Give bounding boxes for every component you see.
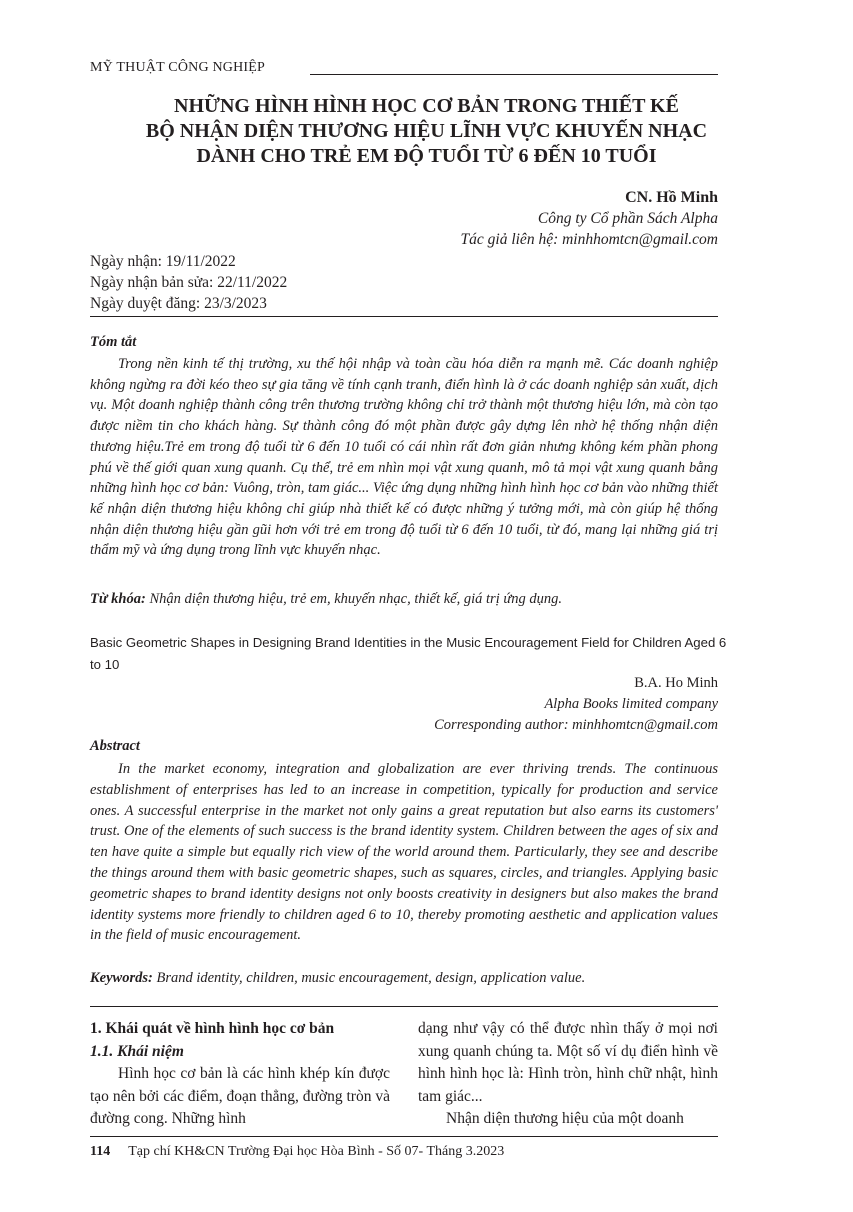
body-paragraph: Hình học cơ bản là các hình khép kín được tạo nên bởi các điểm, đoạn thẳng, đường tròn và đường cong. Những hình bbox=[90, 1065, 390, 1127]
body-column-right bbox=[418, 1018, 718, 1131]
title-line: NHỮNG HÌNH HÌNH HỌC CƠ BẢN TRONG THIẾT KẾ bbox=[174, 95, 679, 117]
keywords-vn-list: Nhận diện thương hiệu, trẻ em, khuyến nhạc, thiết kế, giá trị ứng dụng. bbox=[149, 591, 563, 607]
keywords-vn-label: Từ khóa: bbox=[90, 591, 146, 607]
title-line: BỘ NHẬN DIỆN THƯƠNG HIỆU LĨNH VỰC KHUYẾN NHẠC bbox=[145, 120, 708, 142]
date-accepted: Ngày duyệt đăng: 23/3/2023 bbox=[90, 295, 267, 312]
subsection-heading: 1.1. Khái niệm bbox=[90, 1042, 184, 1060]
english-corresponding-author: Corresponding author: minhhomtcn@gmail.com bbox=[434, 717, 718, 733]
keywords-en-list: Brand identity, children, music encouragement, design, application value. bbox=[156, 970, 586, 986]
body-paragraph: Nhận diện thương hiệu của một doanh bbox=[446, 1110, 684, 1127]
journal-info: Tạp chí KH&CN Trường Đại học Hòa Bình - Số 07- Tháng 3.2023 bbox=[128, 1144, 505, 1159]
english-author: B.A. Ho Minh bbox=[634, 675, 718, 691]
publication-dates bbox=[90, 251, 287, 314]
page-footer bbox=[90, 1144, 504, 1160]
section-heading: 1. Khái quát về hình hình học cơ bản bbox=[90, 1020, 335, 1037]
abstract-vn-heading: Tóm tắt bbox=[90, 334, 137, 350]
article-title bbox=[60, 94, 793, 169]
author-affiliation: Công ty Cổ phần Sách Alpha bbox=[537, 210, 718, 227]
corresponding-author: Tác giả liên hệ: minhhomtcn@gmail.com bbox=[460, 231, 718, 248]
title-line: DÀNH CHO TRẺ EM ĐỘ TUỔI TỪ 6 ĐẾN 10 TUỔI bbox=[196, 145, 657, 167]
abstract-en-body: In the market economy, integration and globalization are ever thriving trends. The continuous establishment of enterprises has led to an increase in competition, typically for production and service ones. A successful enterprise in the market not only gains a great reputation but also earns its customers' trust. One of the elements of such success is the brand identity system. Children between the ages of six and ten have quite a simple but equally rich view of the world around them. Particularly, they see and describe the things around them with basic geometric shapes, such as squares, circles, and triangles. Applying basic geometric shapes to brand identity designs not only boosts creativity in designers but also makes the brand identity systems more friendly to children aged 6 to 10, thereby promoting aesthetic and application values in the field of music encouragement. bbox=[90, 761, 718, 944]
english-title: Basic Geometric Shapes in Designing Brand Identities in the Music Encouragement Field for Children Aged 6 to 10 bbox=[90, 635, 727, 672]
abstract-vn-text bbox=[90, 354, 718, 561]
section-label: MỸ THUẬT CÔNG NGHIỆP bbox=[90, 60, 265, 75]
header-divider bbox=[310, 74, 718, 75]
keywords-vn bbox=[90, 591, 730, 608]
keywords-en bbox=[90, 970, 585, 987]
date-revised: Ngày nhận bản sửa: 22/11/2022 bbox=[90, 274, 288, 291]
abstract-vn-body: Trong nền kinh tế thị trường, xu thế hội nhập và toàn cầu hóa diễn ra mạnh mẽ. Các doanh nghiệp không ngừng ra đời kéo theo sự gia tăng về tính cạnh tranh, điển hình là ở các doanh nghiệp sản xuất, dịch vụ. Một doanh nghiệp thành công trên thương trường không chỉ trở thành một thương hiệu lớn, mà còn tạo được niềm tin cho khách hàng. Sự thành công đó một phần được gây dựng lên nhờ hệ thống nhận diện thương hiệu.Trẻ em trong độ tuổi từ 6 đến 10 tuổi có cái nhìn rất đơn giản nhưng không kém phần phong phú về thế giới quan xung quanh. Cụ thể, trẻ em nhìn mọi vật xung quanh, mô tả mọi vật xung quanh bằng những hình học cơ bản: Vuông, tròn, tam giác... Việc ứng dụng những hình hình học cơ bản vào những thiết kế nhận diện thương hiệu không chỉ giúp nhà thiết kế có được những ý tưởng mới, mà còn giúp hệ thống nhận diện thương hiệu gần gũi hơn với trẻ em trong độ tuổi từ 6 đến 10 tuổi, từ đó, mang lại những giá trị thẩm mỹ và ứng dụng trong lĩnh vực khuyến nhạc. bbox=[90, 356, 718, 559]
abstract-en-heading: Abstract bbox=[90, 738, 140, 754]
keywords-en-label: Keywords: bbox=[90, 970, 153, 986]
body-column-left bbox=[90, 1018, 390, 1131]
divider bbox=[90, 1006, 718, 1007]
footer-divider bbox=[90, 1136, 718, 1137]
page-number: 114 bbox=[90, 1144, 111, 1159]
date-received: Ngày nhận: 19/11/2022 bbox=[90, 253, 236, 270]
divider bbox=[90, 316, 718, 317]
english-affiliation: Alpha Books limited company bbox=[544, 696, 718, 712]
body-paragraph: dạng như vậy có thể được nhìn thấy ở mọi nơi xung quanh chúng ta. Một số ví dụ điển hình về hình hình học là: Hình tròn, hình chữ nhật, hình tam giác... bbox=[418, 1020, 718, 1105]
abstract-en-text bbox=[90, 759, 718, 946]
author-name: CN. Hồ Minh bbox=[625, 189, 718, 206]
